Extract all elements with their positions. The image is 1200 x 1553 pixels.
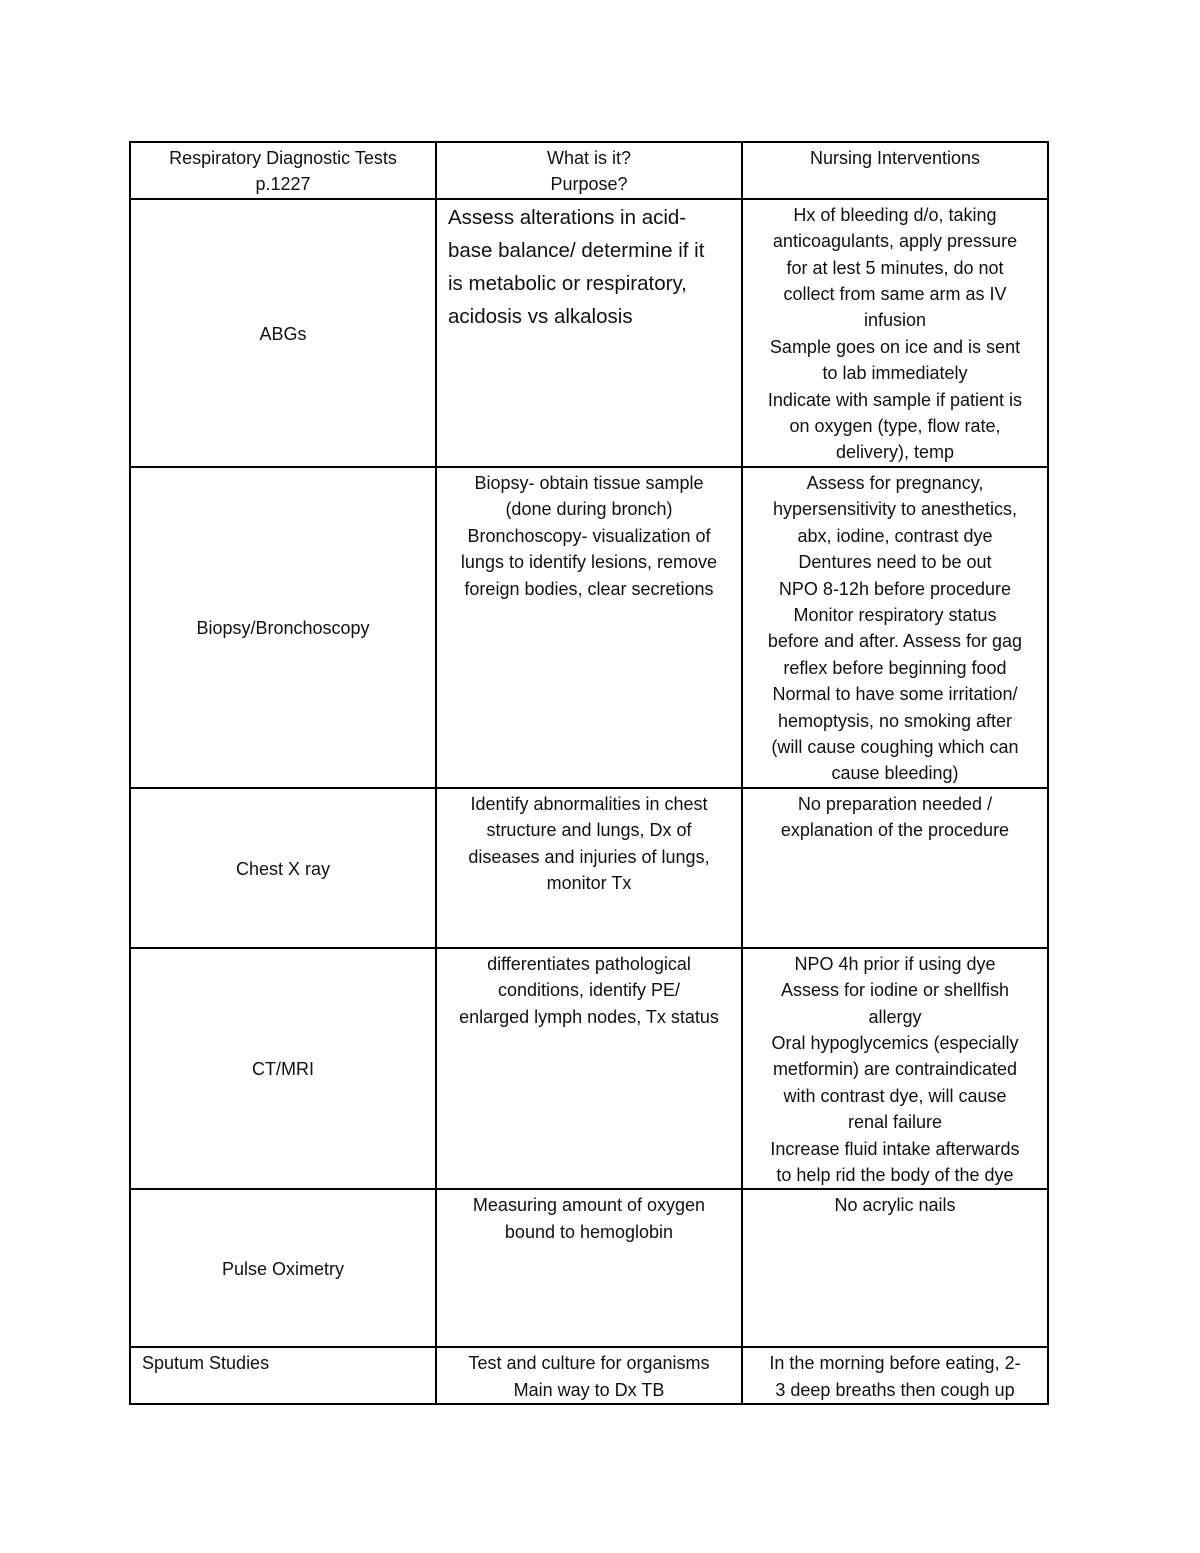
- purpose-line: structure and lungs, Dx of: [486, 820, 692, 841]
- purpose-line: Assess alterations in acid-: [448, 205, 687, 229]
- intervention-line: infusion: [863, 310, 927, 331]
- header-interventions: [742, 142, 1048, 199]
- interventions-cell: [742, 1189, 1048, 1347]
- purpose-line: Test and culture for organisms: [468, 1353, 710, 1374]
- test-name: Sputum Studies: [142, 1353, 270, 1374]
- interventions-cell: [742, 1347, 1048, 1404]
- intervention-line: with contrast dye, will cause: [783, 1085, 1007, 1106]
- table-row: [130, 1189, 1048, 1347]
- purpose-line: (done during bronch): [505, 499, 673, 520]
- test-name-cell: [130, 948, 436, 1190]
- intervention-line: No acrylic nails: [834, 1195, 956, 1216]
- intervention-line: explanation of the procedure: [780, 820, 1010, 841]
- intervention-line: renal failure: [847, 1112, 943, 1133]
- test-name-cell: [130, 467, 436, 788]
- purpose-line: acidosis vs alkalosis: [448, 304, 633, 328]
- table-row: [130, 467, 1048, 788]
- purpose-cell: [436, 1189, 742, 1347]
- intervention-line: Indicate with sample if patient is: [767, 389, 1023, 410]
- test-name: Pulse Oximetry: [221, 1259, 345, 1280]
- table-row: [130, 199, 1048, 467]
- intervention-line: anticoagulants, apply pressure: [772, 231, 1018, 252]
- intervention-line: No preparation needed /: [797, 793, 993, 814]
- interventions-cell: [742, 788, 1048, 948]
- header-interventions-line: Nursing Interventions: [809, 148, 981, 168]
- purpose-line: differentiates pathological: [487, 953, 691, 974]
- table-row: [130, 788, 1048, 948]
- purpose-line: Bronchoscopy- visualization of: [467, 525, 711, 546]
- purpose-cell: [436, 788, 742, 948]
- intervention-line: (will cause coughing which can: [771, 736, 1019, 757]
- intervention-line: to help rid the body of the dye: [776, 1165, 1014, 1185]
- intervention-line: delivery), temp: [835, 442, 955, 463]
- test-name-cell: [130, 788, 436, 948]
- header-purpose-line: What is it?: [546, 148, 632, 168]
- purpose-cell: [436, 948, 742, 1190]
- intervention-line: on oxygen (type, flow rate,: [789, 416, 1001, 437]
- header-tests-line: Respiratory Diagnostic Tests: [169, 148, 397, 168]
- intervention-line: Normal to have some irritation/: [772, 684, 1018, 705]
- purpose-line: lungs to identify lesions, remove: [460, 552, 718, 573]
- purpose-cell: [436, 1347, 742, 1404]
- intervention-line: Hx of bleeding d/o, taking: [793, 204, 997, 225]
- intervention-line: NPO 4h prior if using dye: [794, 953, 996, 974]
- intervention-line: Assess for pregnancy,: [806, 472, 984, 493]
- table-header-row: [130, 142, 1048, 199]
- intervention-line: allergy: [868, 1006, 922, 1027]
- table-row: [130, 948, 1048, 1190]
- test-name-cell: [130, 1189, 436, 1347]
- purpose-cell: [436, 467, 742, 788]
- purpose-line: conditions, identify PE/: [497, 980, 681, 1001]
- purpose-line: monitor Tx: [546, 872, 632, 893]
- respiratory-diagnostic-tests-table: [129, 141, 1049, 1405]
- header-purpose: [436, 142, 742, 199]
- intervention-line: hypersensitivity to anesthetics,: [772, 499, 1018, 520]
- intervention-line: Oral hypoglycemics (especially: [771, 1032, 1019, 1053]
- intervention-line: hemoptysis, no smoking after: [777, 710, 1013, 731]
- test-name: ABGs: [259, 323, 307, 344]
- intervention-line: In the morning before eating, 2-: [769, 1353, 1021, 1374]
- intervention-line: NPO 8-12h before procedure: [778, 578, 1012, 599]
- purpose-cell: [436, 199, 742, 467]
- intervention-line: Dentures need to be out: [798, 552, 992, 573]
- intervention-line: Sample goes on ice and is sent: [769, 336, 1021, 357]
- purpose-line: base balance/ determine if it: [448, 238, 705, 262]
- intervention-line: before and after. Assess for gag: [767, 631, 1023, 652]
- purpose-line: Identify abnormalities in chest: [470, 793, 708, 814]
- intervention-line: Monitor respiratory status: [793, 604, 997, 625]
- intervention-line: Assess for iodine or shellfish: [780, 980, 1010, 1001]
- test-name-cell: [130, 199, 436, 467]
- intervention-line: Increase fluid intake afterwards: [770, 1138, 1020, 1159]
- purpose-line: Main way to Dx TB: [513, 1379, 665, 1400]
- intervention-line: abx, iodine, contrast dye: [797, 525, 993, 546]
- header-tests: [130, 142, 436, 199]
- purpose-line: Biopsy- obtain tissue sample: [474, 472, 704, 493]
- purpose-line: enlarged lymph nodes, Tx status: [459, 1006, 719, 1027]
- purpose-line: is metabolic or respiratory,: [448, 271, 687, 295]
- interventions-cell: [742, 467, 1048, 788]
- test-name: CT/MRI: [252, 1059, 314, 1080]
- table-row: [130, 1347, 1048, 1404]
- header-page-ref: p.1227: [255, 174, 311, 195]
- interventions-cell: [742, 948, 1048, 1190]
- purpose-line: bound to hemoglobin: [504, 1221, 674, 1242]
- purpose-line: diseases and injuries of lungs,: [468, 846, 710, 867]
- purpose-line: foreign bodies, clear secretions: [464, 578, 714, 599]
- test-name-cell: [130, 1347, 436, 1404]
- intervention-line: metformin) are contraindicated: [772, 1059, 1018, 1080]
- header-purpose-line: Purpose?: [550, 174, 628, 195]
- test-name: Chest X ray: [235, 858, 331, 879]
- intervention-line: to lab immediately: [822, 363, 968, 384]
- intervention-line: 3 deep breaths then cough up: [775, 1379, 1015, 1400]
- purpose-line: Measuring amount of oxygen: [472, 1195, 706, 1216]
- intervention-line: for at lest 5 minutes, do not: [786, 257, 1004, 278]
- intervention-line: cause bleeding): [831, 763, 959, 784]
- test-name: Biopsy/Bronchoscopy: [196, 618, 370, 639]
- intervention-line: reflex before beginning food: [783, 657, 1007, 678]
- intervention-line: collect from same arm as IV: [783, 284, 1007, 305]
- interventions-cell: [742, 199, 1048, 467]
